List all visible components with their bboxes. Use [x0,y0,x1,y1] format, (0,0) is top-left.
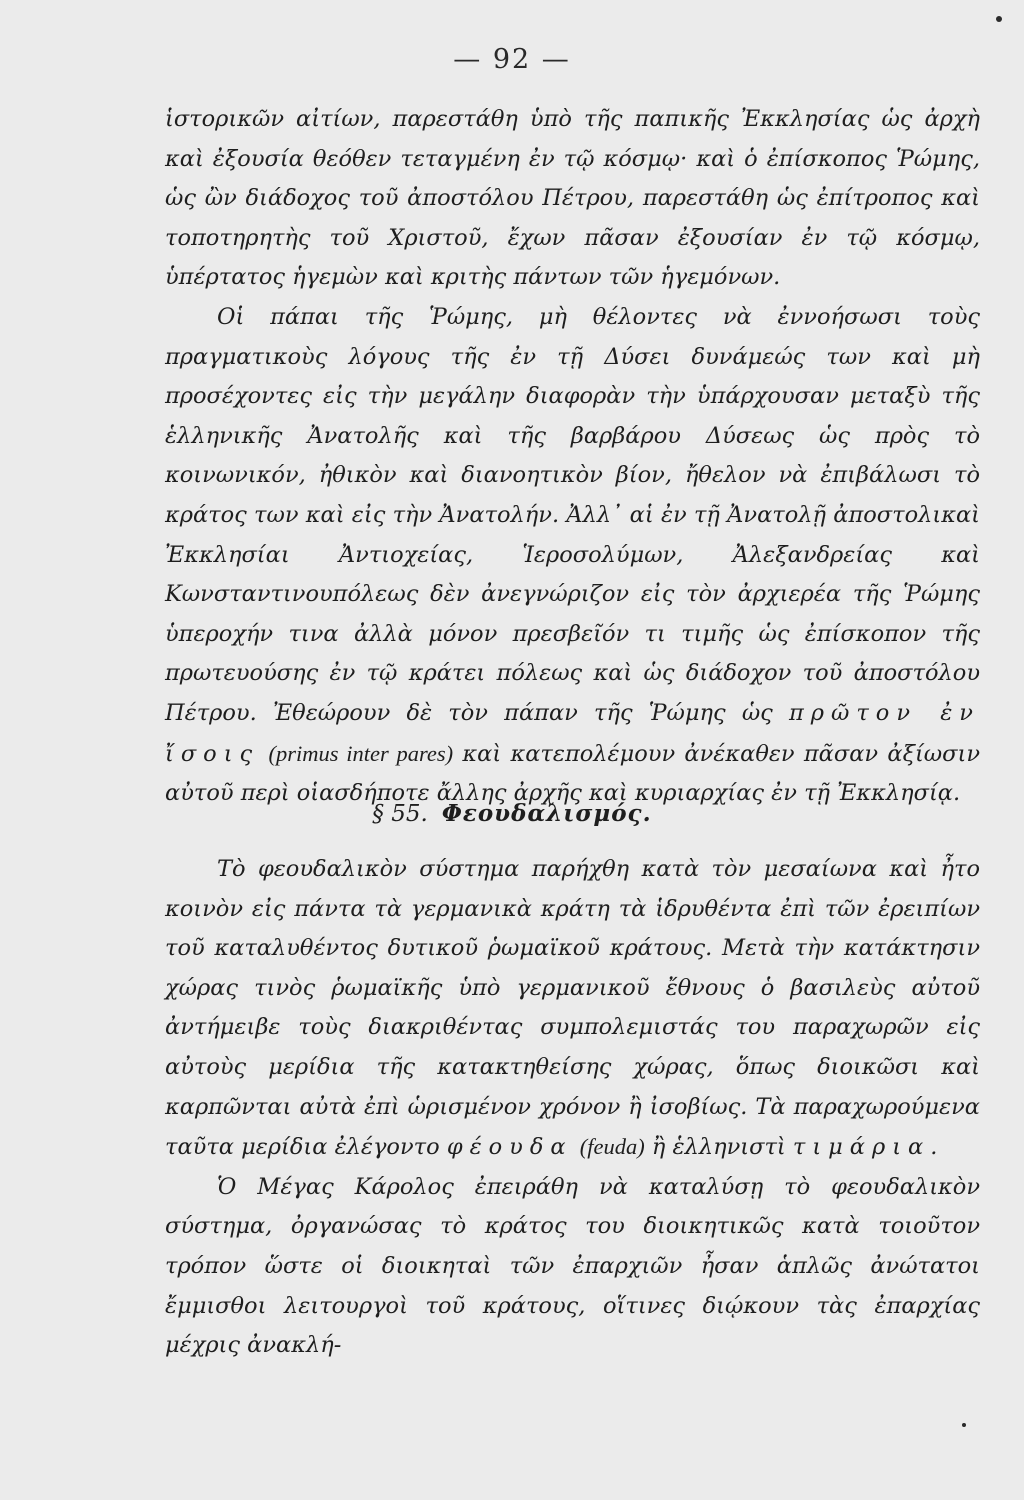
scan-speck [962,1423,966,1427]
paragraph-text: Τὸ φεουδαλικὸν σύστημα παρήχθη κατὰ τὸν μεσαίωνα καὶ ἦτο κοινὸν εἰς πάντα τὰ γερμανικὰ κράτη τὰ ἱδρυθέντα ἐπὶ τῶν ἐρειπίων τοῦ καταλυθέντος δυτικοῦ ῥωμαϊκοῦ κράτους. Μετὰ τὴν κατάκτησιν χώρας τινὸς ῥωμαϊκῆς ὑπὸ γερμανικοῦ ἔθνους ὁ βασιλεὺς αὐτοῦ ἀντήμειβε τοὺς διακριθέντας συμπολεμιστάς του παραχωρῶν εἰς αὐτοὺς μερίδια τῆς κατακτηθείσης χώρας, ὅπως διοικῶσι καὶ καρπῶνται αὐτὰ ἐπὶ ὡρισμένον χρόνον ἢ ἰσοβίως. Τὰ παραχωρούμενα ταῦτα μερίδια ἐλέγοντο [165,856,980,1161]
section-number: § 55. [372,801,428,827]
text-block-lower [165,850,980,1366]
spaced-phrase: πρῶτον ἐν ἴσοις [165,699,980,767]
latin-phrase: (primus inter pares) [268,740,454,766]
spaced-term-timaria: τιμάρια. [792,1134,945,1161]
paragraph-text: ἢ ἑλληνιστὶ [651,1134,786,1161]
scan-speck [996,16,1002,22]
paragraph-continuation: ἱστορικῶν αἰτίων, παρεστάθη ὑπὸ τῆς παπικῆς Ἐκκλησίας ὡς ἀρχὴ καὶ ἐξουσία θεόθεν τεταγμένη ἐν τῷ κόσμῳ· καὶ ὁ ἐπίσκοπος Ῥώμης, ὡς ὢν διάδοχος τοῦ ἀποστόλου Πέτρου, παρεστάθη ὡς ἐπίτροπος καὶ τοποτηρητὴς τοῦ Χριστοῦ, ἔχων πᾶσαν ἐξουσίαν ἐν τῷ κόσμῳ, ὑπέρτατος ἡγεμὼν καὶ κριτὴς πάντων τῶν ἡγεμόνων. [165,106,980,291]
section-title: Φεουδαλισμός. [441,800,652,827]
latin-term: (feuda) [579,1134,645,1160]
paragraph-text: καὶ κατεπολέμουν ἀνέκαθεν πᾶσαν ἀξίωσιν αὐτοῦ περὶ οἱασδήποτε ἄλλης ἀρχῆς καὶ κυριαρχίας ἐν τῇ Ἐκκλησίᾳ. [165,740,981,807]
paragraph-charlemagne: Ὁ Μέγας Κάρολος ἐπειράθη νὰ καταλύσῃ τὸ φεουδαλικὸν σύστημα, ὀργανώσας τὸ κράτος του διοικητικῶς κατὰ τοιοῦτον τρόπον ὥστε οἱ διοικηταὶ τῶν ἐπαρχιῶν ἦσαν ἁπλῶς ἀνώτατοι ἔμμισθοι λειτουργοὶ τοῦ κράτους, οἵτινες διῴκουν τὰς ἐπαρχίας μέχρις ἀνακλή- [165,1173,980,1359]
text-block-upper [165,100,980,814]
section-heading [0,800,1024,827]
paragraph-text: Οἱ πάπαι τῆς Ῥώμης, μὴ θέλοντες νὰ ἐννοήσωσι τοὺς πραγματικοὺς λόγους τῆς ἐν τῇ Δύσει δυνάμεώς των καὶ μὴ προσέχοντες εἰς τὴν μεγάλην διαφορὰν τὴν ὑπάρχουσαν μεταξὺ τῆς ἑλληνικῆς Ἀνατολῆς καὶ τῆς βαρβάρου Δύσεως ὡς πρὸς τὸ κοινωνικόν, ἠθικὸν καὶ διανοητικὸν βίον, ἤθελον νὰ ἐπιβάλωσι τὸ κράτος των καὶ εἰς τὴν Ἀνατολήν. Ἀλλ᾽ αἱ ἐν τῇ Ἀνατολῇ ἀποστολικαὶ Ἐκκλησίαι Ἀντιοχείας, Ἱεροσολύμων, Ἀλεξανδρείας καὶ Κωνσταντινουπόλεως δὲν ἀνεγνώριζον εἰς τὸν ἀρχιερέα τῆς Ῥώμης ὑπεροχήν τινα ἀλλὰ μόνον πρεσβεῖόν τι τιμῆς ὡς ἐπίσκοπον τῆς πρωτευούσης ἐν τῷ κράτει πόλεως καὶ ὡς διάδοχον τοῦ ἀποστόλου Πέτρου. Ἐθεώρουν δὲ τὸν πάπαν τῆς Ῥώμης ὡς [165,303,980,726]
spaced-term-feuda: φέουδα [446,1134,573,1161]
page-number: — 92 — [453,44,571,75]
paragraph-feudal-system [165,850,980,1168]
paragraph-popes [165,298,980,814]
